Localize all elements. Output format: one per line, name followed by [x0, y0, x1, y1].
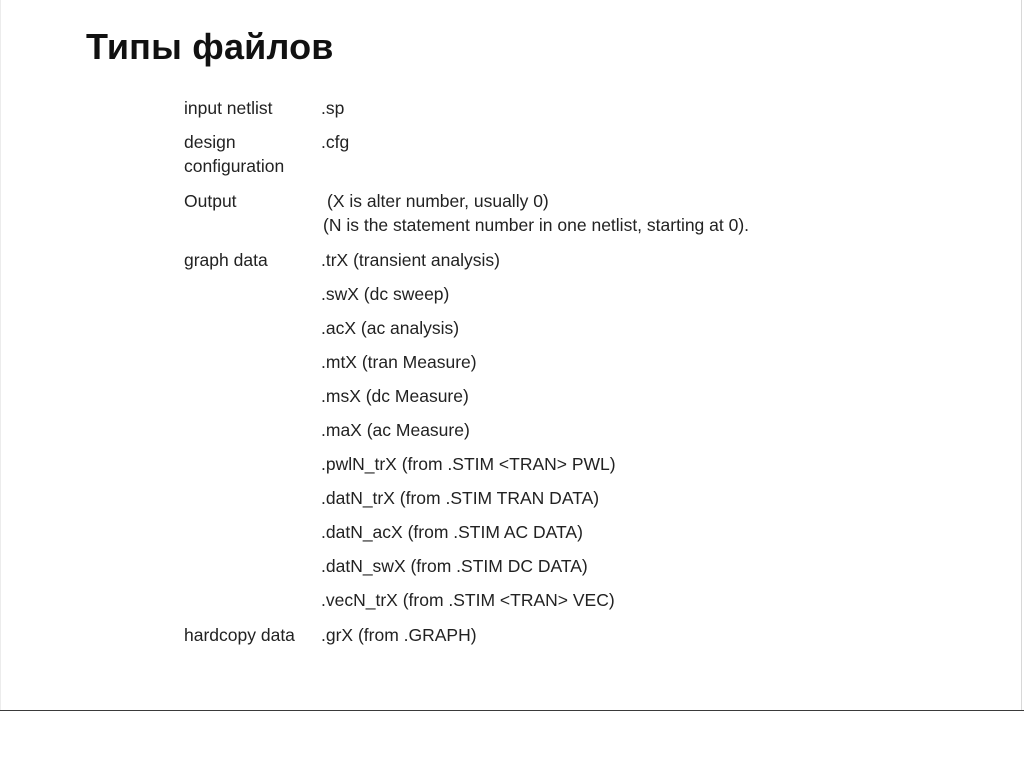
row-value: .sp: [321, 98, 345, 118]
row-value: .trX (transient analysis): [321, 250, 500, 270]
row-label: hardcopy data: [184, 625, 295, 645]
row-value: .vecN_trX (from .STIM <TRAN> VEC): [321, 590, 615, 610]
row-label: input netlist: [184, 98, 273, 118]
row-value: .datN_trX (from .STIM TRAN DATA): [321, 488, 600, 508]
row-value: .maX (ac Measure): [321, 420, 470, 440]
row-label: Output: [184, 191, 237, 211]
slide-title: Типы файлов: [86, 26, 334, 67]
row-value: .msX (dc Measure): [321, 386, 469, 406]
row-value: .pwlN_trX (from .STIM <TRAN> PWL): [321, 454, 616, 474]
row-label: configuration: [184, 156, 285, 176]
row-value: .grX (from .GRAPH): [321, 625, 477, 645]
row-label: design: [184, 132, 236, 152]
row-value: .acX (ac analysis): [321, 318, 460, 338]
bottom-divider: [0, 710, 1024, 711]
row-value: .swX (dc sweep): [321, 284, 450, 304]
row-label: graph data: [184, 250, 268, 270]
row-value: .datN_swX (from .STIM DC DATA): [321, 556, 588, 576]
row-value: .mtX (tran Measure): [321, 352, 477, 372]
row-value: (N is the statement number in one netlist, starting at 0).: [323, 215, 750, 235]
row-value: .datN_acX (from .STIM AC DATA): [321, 522, 583, 542]
row-value: (X is alter number, usually 0): [327, 191, 549, 211]
row-value: .cfg: [321, 132, 350, 152]
